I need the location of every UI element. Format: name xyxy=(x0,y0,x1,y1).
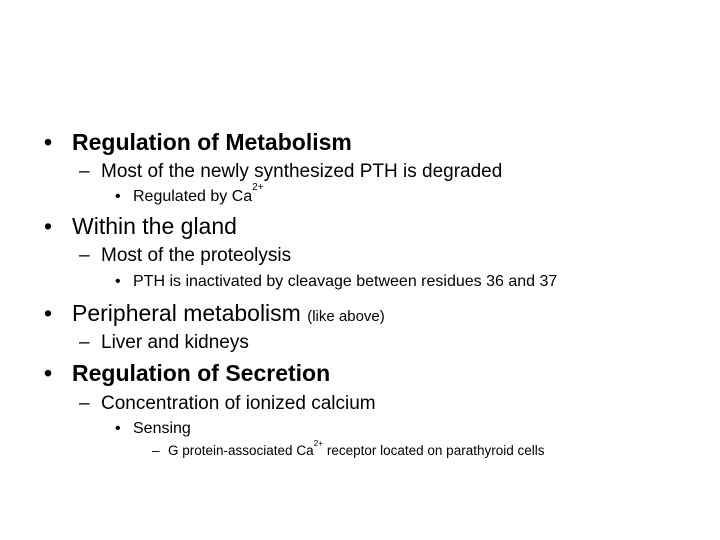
sub-sub-bullet-pth-inactivated xyxy=(115,274,557,290)
bullet-dash-icon: – xyxy=(152,443,160,458)
bullet-note: (like above) xyxy=(307,308,385,325)
bullet-text: Liver and kidneys xyxy=(101,332,249,353)
sub-bullet-proteolysis xyxy=(79,246,291,265)
bullet-text: Regulated by Ca xyxy=(133,188,253,205)
bullet-dash-icon: – xyxy=(79,393,90,414)
bullet-peripheral-metabolism xyxy=(44,302,385,325)
bullet-text: Most of the proteolysis xyxy=(101,245,292,266)
bullet-text: Sensing xyxy=(133,420,191,437)
sub-bullet-pth-degraded xyxy=(79,162,502,181)
sub-bullet-ionized-calcium xyxy=(79,394,376,413)
bullet-regulation-of-secretion xyxy=(44,362,330,385)
bullet-text: Regulation of Metabolism xyxy=(72,129,352,155)
bullet-dot-icon: • xyxy=(44,213,53,239)
sub-sub-bullet-sensing xyxy=(115,421,191,437)
bullet-dash-icon: – xyxy=(79,161,90,182)
sub-bullet-liver-kidneys xyxy=(79,333,249,352)
bullet-dot-icon: • xyxy=(44,360,53,386)
bullet-dot-icon: • xyxy=(115,188,121,205)
bullet-dash-icon: – xyxy=(79,332,90,353)
bullet-dot-icon: • xyxy=(115,273,121,290)
bullet-text: Most of the newly synthesized PTH is degraded xyxy=(101,161,503,182)
bullet-text: Peripheral metabolism xyxy=(72,300,301,326)
superscript: 2+ xyxy=(313,437,324,448)
bullet-dot-icon: • xyxy=(44,300,53,326)
superscript: 2+ xyxy=(252,181,264,193)
bullet-within-the-gland xyxy=(44,215,237,238)
bullet-regulation-of-metabolism xyxy=(44,131,352,154)
level4-bullet-ca-receptor xyxy=(152,437,545,458)
bullet-text: Regulation of Secretion xyxy=(72,360,331,386)
sub-sub-bullet-regulated-by-ca xyxy=(115,181,264,205)
bullet-text: PTH is inactivated by cleavage between residues 36 and 37 xyxy=(133,273,558,290)
bullet-dash-icon: – xyxy=(79,245,90,266)
bullet-text: Concentration of ionized calcium xyxy=(101,393,376,414)
bullet-text: Within the gland xyxy=(72,213,237,239)
bullet-text: receptor located on parathyroid cells xyxy=(323,443,545,458)
bullet-text: G protein-associated Ca xyxy=(168,443,314,458)
bullet-dot-icon: • xyxy=(115,420,121,437)
bullet-dot-icon: • xyxy=(44,129,53,155)
